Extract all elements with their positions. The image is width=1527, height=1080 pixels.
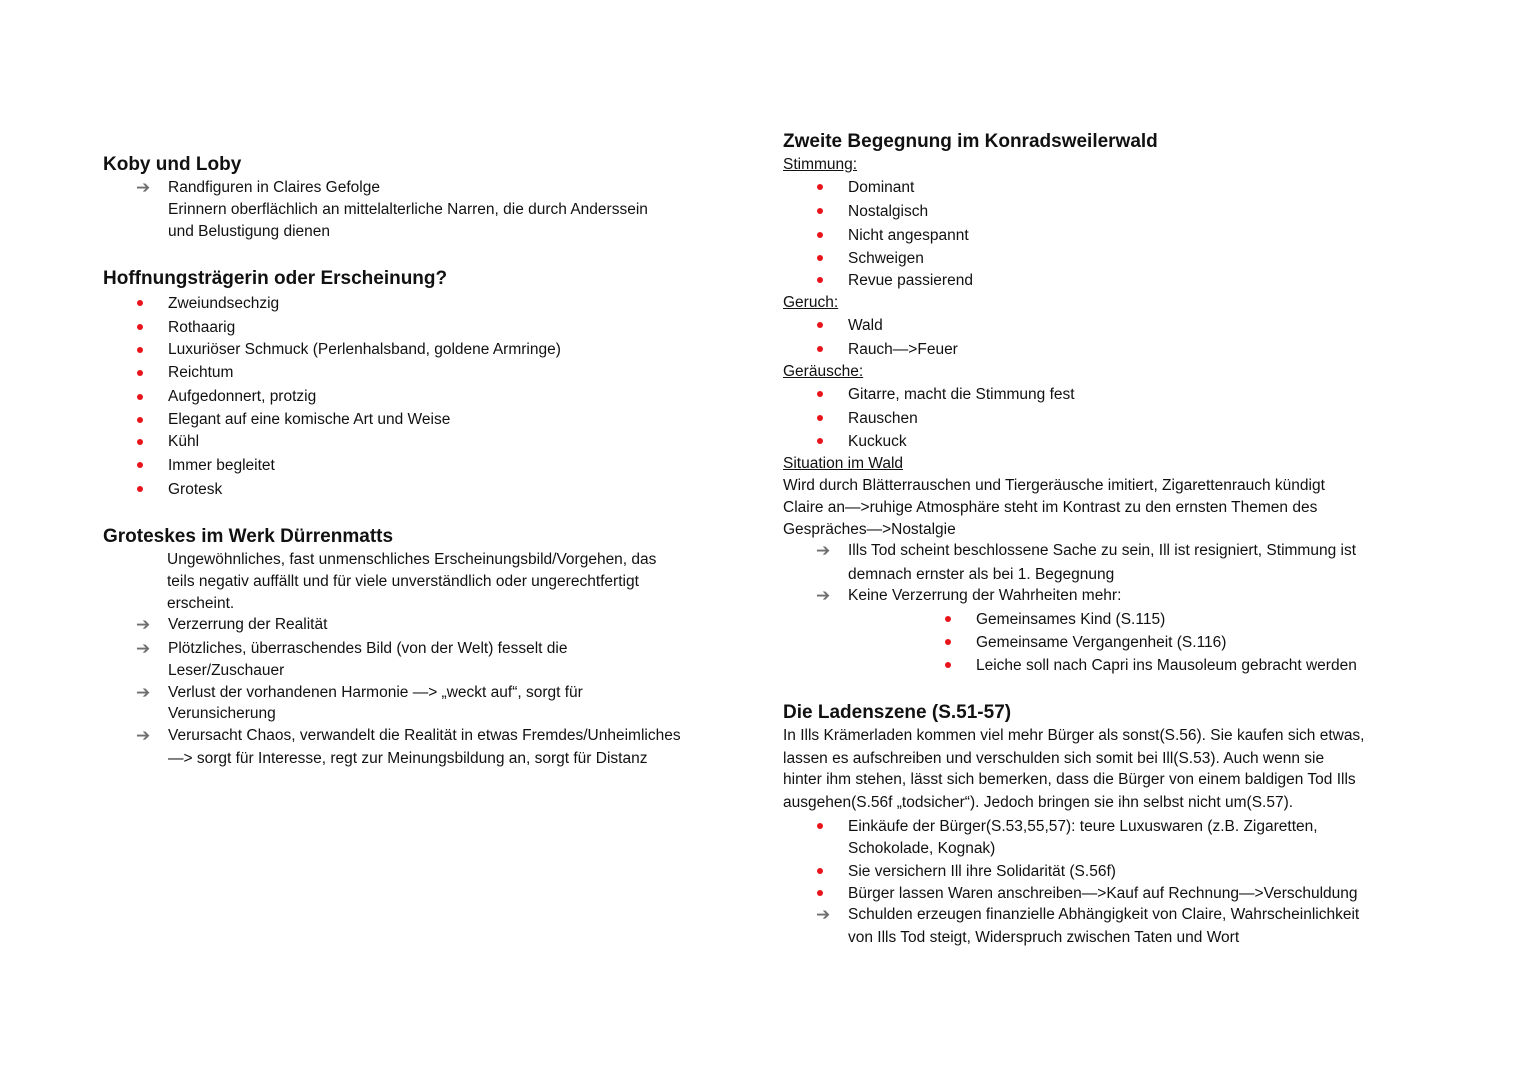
laden-text-line: hinter ihm stehen, lässt sich bemerken, dass die Bürger von einem baldigen Tod Ills [783, 771, 1356, 788]
label-situation: Situation im Wald [783, 455, 904, 472]
bullet-icon [817, 438, 823, 444]
list-item: Gitarre, macht die Stimmung fest [848, 386, 1075, 403]
list-item: Luxuriöser Schmuck (Perlenhalsband, goldene Armringe) [168, 341, 561, 358]
list-item: Elegant auf eine komische Art und Weise [168, 411, 451, 428]
laden-text-line: ausgehen(S.56f „todsicher“). Jedoch bringen sie ihn selbst nicht um(S.57). [783, 794, 1294, 811]
zweite-arrow-line: Keine Verzerrung der Wahrheiten mehr: [848, 587, 1122, 604]
grotesk-intro-line: teils negativ auffällt und für viele unverständlich oder ungerechtfertigt [167, 573, 639, 590]
grotesk-arrow-line: Plötzliches, überraschendes Bild (von der Welt) fesselt die [168, 640, 568, 657]
arrow-icon: ➔ [136, 726, 151, 746]
heading-zweite-begegnung: Zweite Begegnung im Konradsweilerwald [783, 131, 1158, 152]
bullet-icon [817, 184, 823, 190]
bullet-icon [137, 347, 143, 353]
bullet-icon [817, 415, 823, 421]
bullet-icon [137, 462, 143, 468]
list-item: Rauch—>Feuer [848, 341, 958, 358]
grotesk-arrow-line: Leser/Zuschauer [168, 662, 285, 679]
list-item: Schweigen [848, 250, 924, 267]
arrow-icon: ➔ [816, 541, 831, 561]
koby-arrow-line: Randfiguren in Claires Gefolge [168, 179, 380, 196]
arrow-icon: ➔ [816, 905, 831, 925]
list-item: Immer begleitet [168, 457, 275, 474]
grotesk-arrow-line: —> sorgt für Interesse, regt zur Meinungsbildung an, sorgt für Distanz [168, 750, 648, 767]
list-item: Schokolade, Kognak) [848, 840, 996, 857]
list-item: Nicht angespannt [848, 227, 969, 244]
grotesk-arrow-line: Verzerrung der Realität [168, 616, 328, 633]
sub-list-item: Gemeinsames Kind (S.115) [976, 611, 1166, 628]
list-item: Wald [848, 317, 883, 334]
list-item: Dominant [848, 179, 915, 196]
grotesk-arrow-line: Verlust der vorhandenen Harmonie —> „weckt auf“, sorgt für [168, 684, 583, 701]
heading-koby-und-loby: Koby und Loby [103, 154, 242, 175]
laden-text-line: In Ills Krämerladen kommen viel mehr Bürger als sonst(S.56). Sie kaufen sich etwas, [783, 727, 1365, 744]
bullet-icon [137, 486, 143, 492]
grotesk-intro-line: Ungewöhnliches, fast unmenschliches Erscheinungsbild/Vorgehen, das [167, 551, 657, 568]
grotesk-intro-line: erscheint. [167, 595, 235, 612]
arrow-icon: ➔ [136, 683, 151, 703]
bullet-icon [817, 208, 823, 214]
list-item: Einkäufe der Bürger(S.53,55,57): teure Luxuswaren (z.B. Zigaretten, [848, 818, 1318, 835]
bullet-icon [817, 890, 823, 896]
list-item: Revue passierend [848, 272, 973, 289]
list-item: Kühl [168, 433, 200, 450]
koby-text-line: Erinnern oberflächlich an mittelalterliche Narren, die durch Anderssein [168, 201, 648, 218]
list-item: Rauschen [848, 410, 918, 427]
grotesk-arrow-line: Verunsicherung [168, 705, 276, 722]
bullet-icon [817, 391, 823, 397]
arrow-icon: ➔ [136, 178, 151, 198]
situation-text-line: Claire an—>ruhige Atmosphäre steht im Kontrast zu den ernsten Themen des [783, 499, 1318, 516]
list-item: Rothaarig [168, 319, 236, 336]
arrow-icon: ➔ [136, 639, 151, 659]
arrow-icon: ➔ [816, 586, 831, 606]
heading-hoffnungstraegerin: Hoffnungsträgerin oder Erscheinung? [103, 268, 448, 289]
zweite-arrow-line: demnach ernster als bei 1. Begegnung [848, 566, 1115, 583]
list-item: Bürger lassen Waren anschreiben—>Kauf auf Rechnung—>Verschuldung [848, 885, 1358, 902]
list-item: Aufgedonnert, protzig [168, 388, 317, 405]
bullet-icon [817, 868, 823, 874]
bullet-icon [137, 417, 143, 423]
bullet-icon [137, 370, 143, 376]
zweite-arrow-line: Ills Tod scheint beschlossene Sache zu sein, Ill ist resigniert, Stimmung ist [848, 542, 1357, 559]
laden-text-line: lassen es aufschreiben und verschulden sich somit bei Ill(S.53). Auch wenn sie [783, 750, 1325, 767]
heading-groteskes: Groteskes im Werk Dürrenmatts [103, 526, 394, 547]
bullet-icon [817, 232, 823, 238]
laden-arrow-line: von Ills Tod steigt, Widerspruch zwischen Taten und Wort [848, 929, 1240, 946]
bullet-icon [137, 439, 143, 445]
koby-text-line: und Belustigung dienen [168, 223, 331, 240]
bullet-icon [817, 346, 823, 352]
sub-list-item: Gemeinsame Vergangenheit (S.116) [976, 634, 1227, 651]
situation-text-line: Wird durch Blätterrauschen und Tiergeräusche imitiert, Zigarettenrauch kündigt [783, 477, 1325, 494]
list-item: Grotesk [168, 481, 223, 498]
list-item: Kuckuck [848, 433, 907, 450]
bullet-icon [945, 616, 951, 622]
bullet-icon [817, 823, 823, 829]
bullet-icon [137, 324, 143, 330]
bullet-icon [137, 394, 143, 400]
list-item: Nostalgisch [848, 203, 929, 220]
label-stimmung: Stimmung: [783, 156, 858, 173]
bullet-icon [817, 322, 823, 328]
sub-list-item: Leiche soll nach Capri ins Mausoleum gebracht werden [976, 657, 1357, 674]
label-geraeusche: Geräusche: [783, 363, 864, 380]
bullet-icon [137, 300, 143, 306]
list-item: Reichtum [168, 364, 234, 381]
laden-arrow-line: Schulden erzeugen finanzielle Abhängigkeit von Claire, Wahrscheinlichkeit [848, 906, 1360, 923]
bullet-icon [945, 662, 951, 668]
list-item: Sie versichern Ill ihre Solidarität (S.56f) [848, 863, 1116, 880]
label-geruch: Geruch: [783, 294, 839, 311]
heading-ladenszene: Die Ladenszene (S.51-57) [783, 702, 1012, 723]
bullet-icon [817, 255, 823, 261]
situation-text-line: Gespräches—>Nostalgie [783, 521, 956, 538]
list-item: Zweiundsechzig [168, 295, 280, 312]
bullet-icon [945, 639, 951, 645]
bullet-icon [817, 277, 823, 283]
grotesk-arrow-line: Verursacht Chaos, verwandelt die Realität in etwas Fremdes/Unheimliches [168, 727, 681, 744]
arrow-icon: ➔ [136, 615, 151, 635]
